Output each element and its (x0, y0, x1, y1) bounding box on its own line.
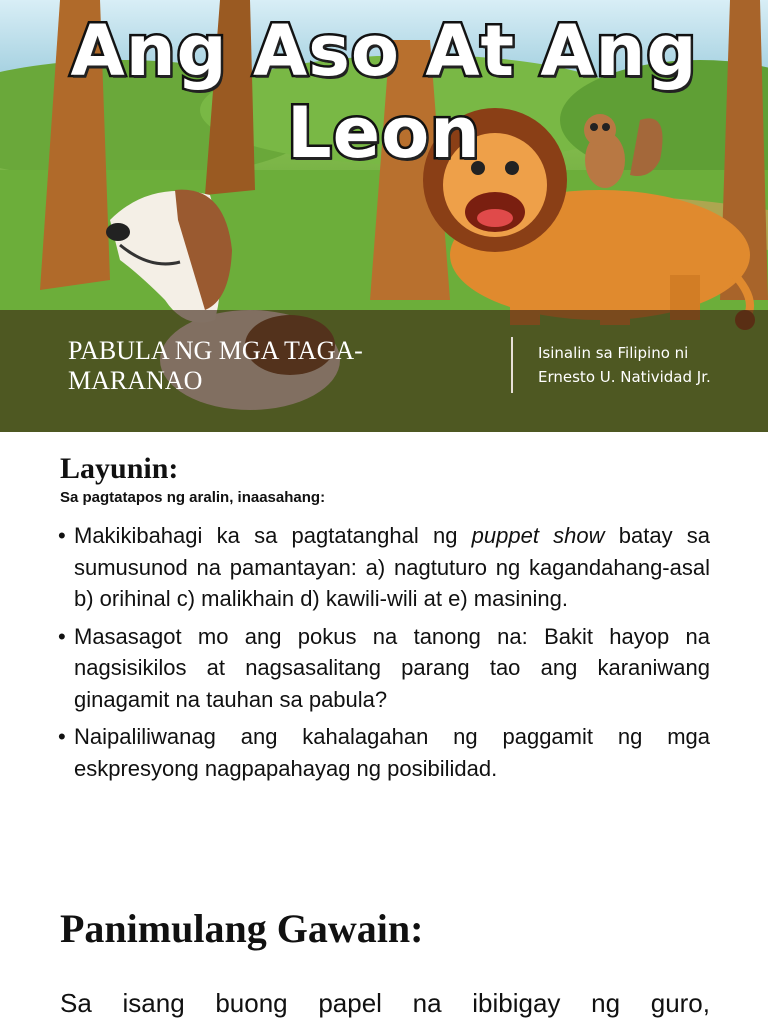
bullet-icon: • (58, 623, 66, 649)
activity-text: Sa isang buong papel na ibibigay ng guro, (60, 988, 710, 1018)
activity-heading: Panimulang Gawain: (60, 906, 424, 951)
objectives-heading: Layunin: (60, 452, 179, 485)
bullet-icon: • (58, 724, 66, 749)
bullet-icon: • (58, 523, 66, 548)
credit-line-2: Ernesto U. Natividad Jr. (538, 368, 711, 386)
story-subtitle: PABULA NG MGA TAGA-MARANAO (68, 336, 363, 395)
cover-banner (0, 0, 768, 432)
credit-line-1: Isinalin sa Filipino ni (538, 344, 689, 362)
translator-credit (538, 341, 758, 389)
objectives-list (58, 520, 710, 790)
objectives-intro: Sa pagtatapos ng aralin, inaasahang: (60, 489, 326, 506)
objective-text-cont: batay sa sumusunod na pamantayan: a) nagtuturo ng kagandahang-asal b) orihinal c) malikhain d) kawili-wili at e) masining. (74, 523, 711, 611)
objective-emphasis: puppet show (471, 523, 605, 548)
caption-divider (511, 337, 513, 393)
objective-text: Makikibahagi ka sa pagtatanghal ng (74, 523, 472, 548)
objective-item (58, 621, 710, 716)
objective-item (58, 721, 710, 784)
story-title: Ang Aso At Ang Leon (70, 10, 698, 174)
objective-text: Masasagot mo ang pokus na tanong na: Bakit hayop na nagsisikilos at nagsasalitang parang tao ang karaniwang ginagamit na tauhan sa pabula? (74, 623, 710, 712)
objective-text: Naipaliliwanag ang kahalagahan ng paggamit ng mga eskpresyong nagpapahayag ng posibilidad. (74, 724, 710, 781)
objective-item (58, 520, 710, 615)
